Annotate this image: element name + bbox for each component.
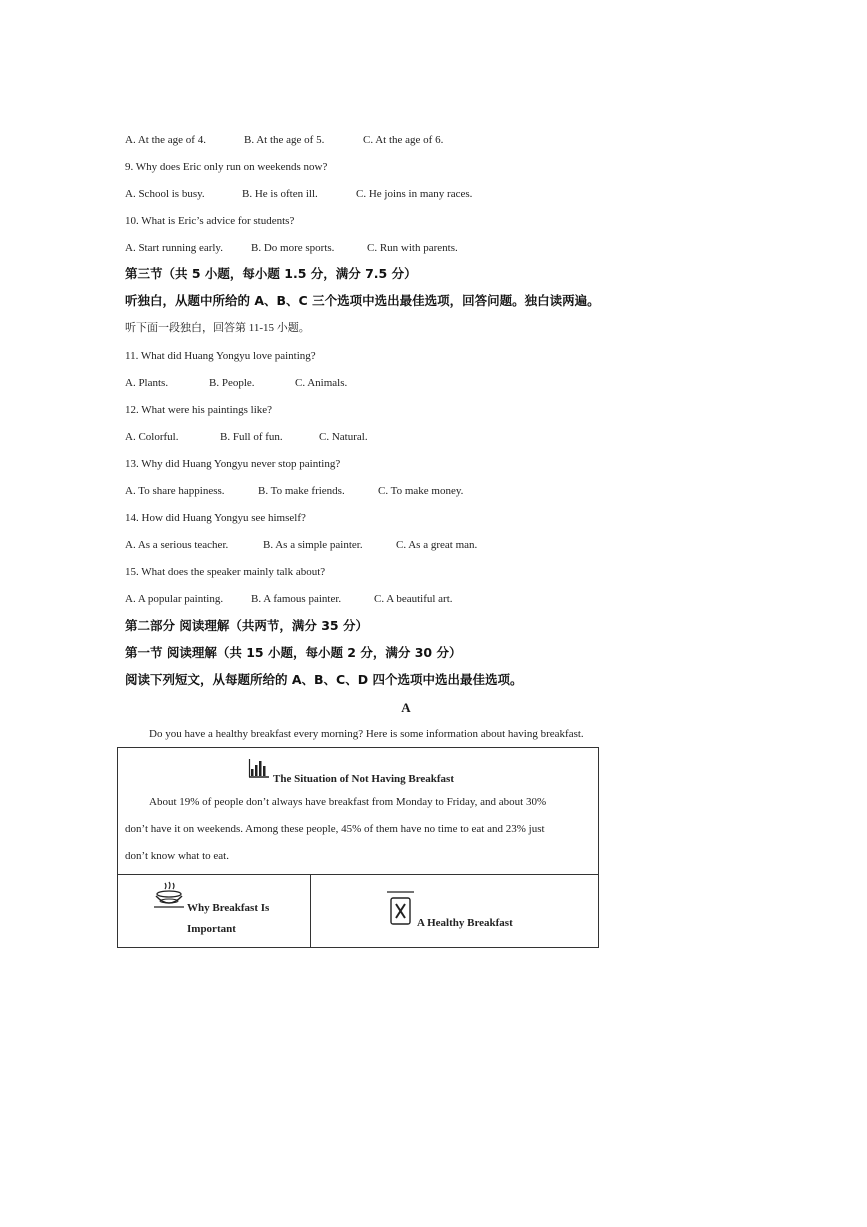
bar-chart-icon — [248, 757, 270, 779]
part2-section1-heading: 第一节 阅读理解（共 15 小题，每小题 2 分，满分 30 分） — [125, 645, 462, 660]
q9-option-a: A. School is busy. — [125, 188, 205, 200]
q10-question: 10. What is Eric’s advice for students? — [125, 215, 295, 227]
q9-option-b: B. He is often ill. — [242, 188, 318, 200]
part2-instruction: 阅读下列短文，从每题所给的 A、B、C、D 四个选项中选出最佳选项。 — [125, 672, 523, 687]
section3-instruction: 听独白，从题中所给的 A、B、C 三个选项中选出最佳选项，回答问题。独白读两遍。 — [125, 293, 600, 308]
healthy-breakfast-title: A Healthy Breakfast — [417, 917, 513, 929]
q15-option-c: C. A beautiful art. — [374, 593, 453, 605]
passage-label: A — [401, 700, 411, 715]
q11-option-c: C. Animals. — [295, 377, 348, 389]
section3-note: 听下面一段独白，回答第 11-15 小题。 — [125, 322, 310, 334]
q9-question: 9. Why does Eric only run on weekends now? — [125, 161, 328, 173]
q10-option-b: B. Do more sports. — [251, 242, 335, 254]
table-divider-vertical — [310, 874, 311, 948]
q11-option-a: A. Plants. — [125, 377, 169, 389]
q8-option-c: C. At the age of 6. — [363, 134, 444, 146]
q12-option-c: C. Natural. — [319, 431, 368, 443]
q14-question: 14. How did Huang Yongyu see himself? — [125, 512, 306, 524]
q13-option-c: C. To make money. — [378, 485, 464, 497]
q10-option-a: A. Start running early. — [125, 242, 223, 254]
q11-option-b: B. People. — [209, 377, 255, 389]
q14-option-b: B. As a simple painter. — [263, 539, 363, 551]
q14-option-a: A. As a serious teacher. — [125, 539, 229, 551]
q11-question: 11. What did Huang Yongyu love painting? — [125, 350, 316, 362]
q13-question: 13. Why did Huang Yongyu never stop painting? — [125, 458, 341, 470]
q8-option-a: A. At the age of 4. — [125, 134, 206, 146]
food-bowl-icon — [152, 880, 186, 910]
why-title-line1: Why Breakfast Is — [187, 902, 270, 914]
section3-heading: 第三节（共 5 小题，每小题 1.5 分，满分 7.5 分） — [125, 266, 417, 281]
table-divider-horizontal — [117, 874, 599, 875]
q12-option-a: A. Colorful. — [125, 431, 179, 443]
q10-option-c: C. Run with parents. — [367, 242, 458, 254]
situation-line-2: don’t have it on weekends. Among these people, 45% of them have no time to eat and 23% just — [125, 823, 545, 835]
situation-title: The Situation of Not Having Breakfast — [273, 773, 455, 785]
q13-option-b: B. To make friends. — [258, 485, 345, 497]
q15-option-a: A. A popular painting. — [125, 593, 224, 605]
situation-line-1: About 19% of people don’t always have breakfast from Monday to Friday, and about 30% — [149, 796, 547, 808]
q8-option-b: B. At the age of 5. — [244, 134, 325, 146]
q15-question: 15. What does the speaker mainly talk about? — [125, 566, 326, 578]
situation-line-3: don’t know what to eat. — [125, 850, 229, 862]
q9-option-c: C. He joins in many races. — [356, 188, 473, 200]
why-title-line2: Important — [187, 923, 236, 935]
q15-option-b: B. A famous painter. — [251, 593, 342, 605]
q12-question: 12. What were his paintings like? — [125, 404, 273, 416]
q14-option-c: C. As a great man. — [396, 539, 478, 551]
q12-option-b: B. Full of fun. — [220, 431, 283, 443]
q13-option-a: A. To share happiness. — [125, 485, 225, 497]
part2-heading: 第二部分 阅读理解（共两节，满分 35 分） — [125, 618, 368, 633]
meal-sign-icon — [387, 890, 415, 928]
passage-intro: Do you have a healthy breakfast every morning? Here is some information about having breakfast. — [149, 728, 584, 740]
